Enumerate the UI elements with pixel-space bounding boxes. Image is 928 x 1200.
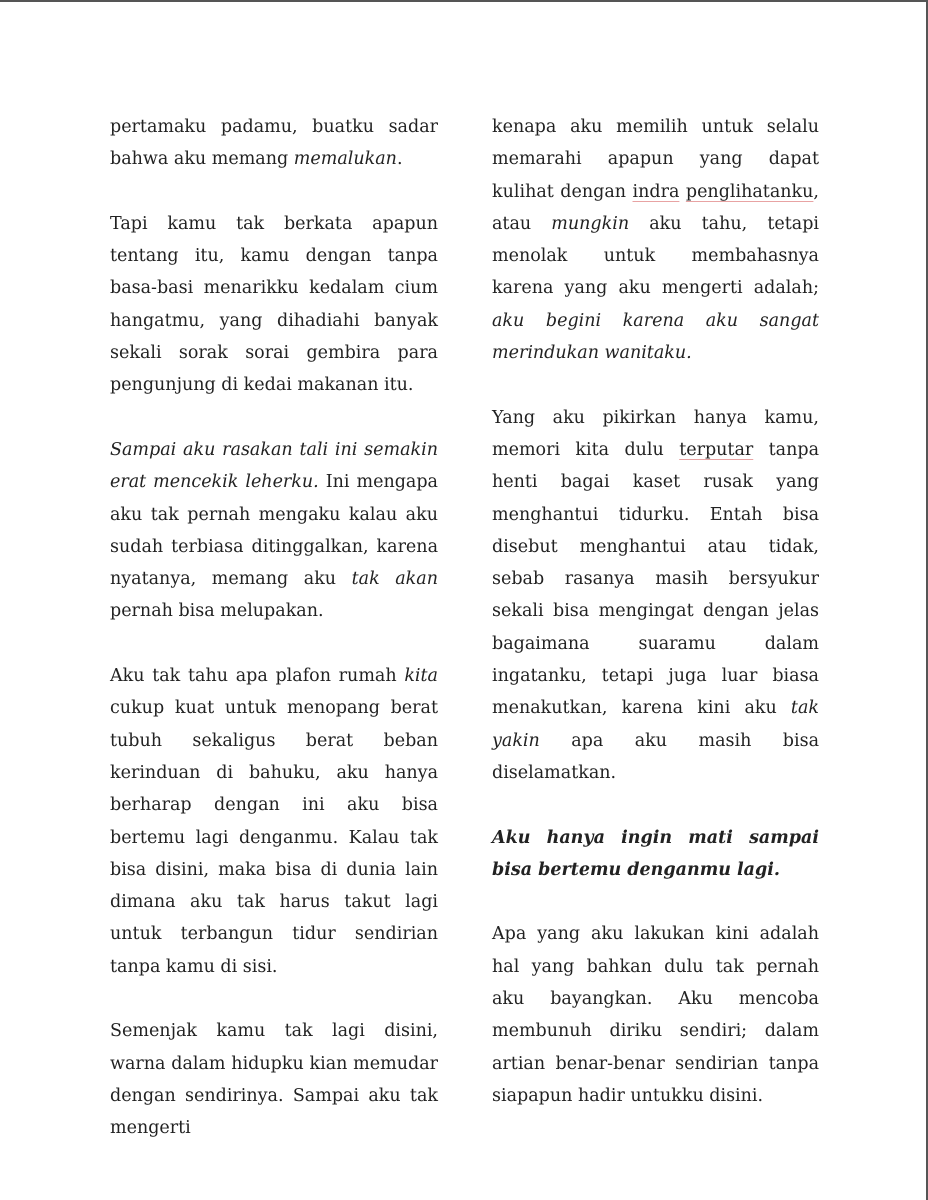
text-span: pernah bisa melupakan. — [110, 601, 324, 622]
text-span: aku tahu, tetapi menolak untuk membahasnya karena yang aku mengerti adalah; — [492, 213, 819, 299]
text-span: apa aku masih bisa diselamatkan. — [492, 730, 819, 783]
paragraph-3 — [110, 434, 438, 628]
text-span: kenapa aku memilih untuk selalu memarahi apapun yang dapat kulihat dengan — [492, 117, 819, 202]
left-column — [110, 111, 438, 1177]
paragraph-2: Tapi kamu tak berkata apapun tentang itu, kamu dengan tanpa basa-basi menarikku kedalam cium hangatmu, yang dihadiahi banyak sekali sorak sorai gembira para pengunjung di kedai makanan itu. — [110, 213, 438, 396]
right-column — [492, 111, 819, 1145]
text-span: . — [396, 149, 403, 170]
italic-text: kita — [404, 666, 438, 687]
paragraph-6 — [492, 111, 819, 369]
text-span: tanpa henti bagai kaset rusak yang menghantui tidurku. Entah bisa disebut menghantui atau tidak, sebab rasanya masih bersyukur sekali bisa mengingat dengan jelas bagaimana suaramu dalam ingatanku, tetapi juga luar biasa menakutkan, karena kini aku — [492, 439, 819, 719]
spellcheck-word: indra — [632, 181, 680, 202]
italic-text: mungkin — [551, 213, 630, 234]
italic-text: tak akan — [351, 569, 438, 590]
text-span: pertamaku padamu, buatku sadar bahwa aku memang — [110, 117, 438, 170]
spellcheck-word: penglihatanku — [685, 181, 814, 202]
italic-text: memalukan — [293, 149, 397, 170]
spellcheck-word: terputar — [679, 439, 754, 460]
italic-text: Sampai aku rasakan tali ini semakin erat mencekik leherku. — [110, 439, 438, 493]
text-span: Aku tak tahu apa plafon rumah — [110, 666, 405, 687]
text-span: Yang aku pikirkan hanya kamu, memori kita dulu — [492, 407, 819, 460]
text-span: cukup kuat untuk menopang berat tubuh sekaligus berat beban kerinduan di bahuku, aku hanya berharap dengan ini aku bisa bertemu lagi denganmu. Kalau tak bisa disini, maka bisa di dunia lain dimana aku tak harus takut lagi untuk terbangun tidur sendirian tanpa kamu di sisi. — [110, 698, 438, 977]
paragraph-8: Apa yang aku lakukan kini adalah hal yang bahkan dulu tak pernah aku bayangkan. Aku mencoba membunuh diriku sendiri; dalam artian benar-benar sendirian tanpa siapapun hadir untukku disini. — [492, 924, 819, 1106]
paragraph-4 — [110, 660, 438, 983]
paragraph-5: Semenjak kamu tak lagi disini, warna dalam hidupku kian memudar dengan sendirinya. Sampai aku tak mengerti — [110, 1021, 438, 1139]
italic-text: aku begini karena aku sangat merindukan wanitaku. — [492, 310, 819, 364]
emphasis-paragraph: Aku hanya ingin mati sampai bisa bertemu denganmu lagi. — [492, 827, 819, 880]
text-span: Ini mengapa aku tak pernah mengaku kalau aku sudah terbiasa ditinggalkan, karena nyatanya, memang aku — [110, 472, 438, 590]
paragraph-7 — [492, 402, 819, 790]
text-span: , atau — [492, 181, 819, 234]
paragraph-1 — [110, 111, 438, 176]
italic-text: tak yakin — [492, 698, 819, 751]
